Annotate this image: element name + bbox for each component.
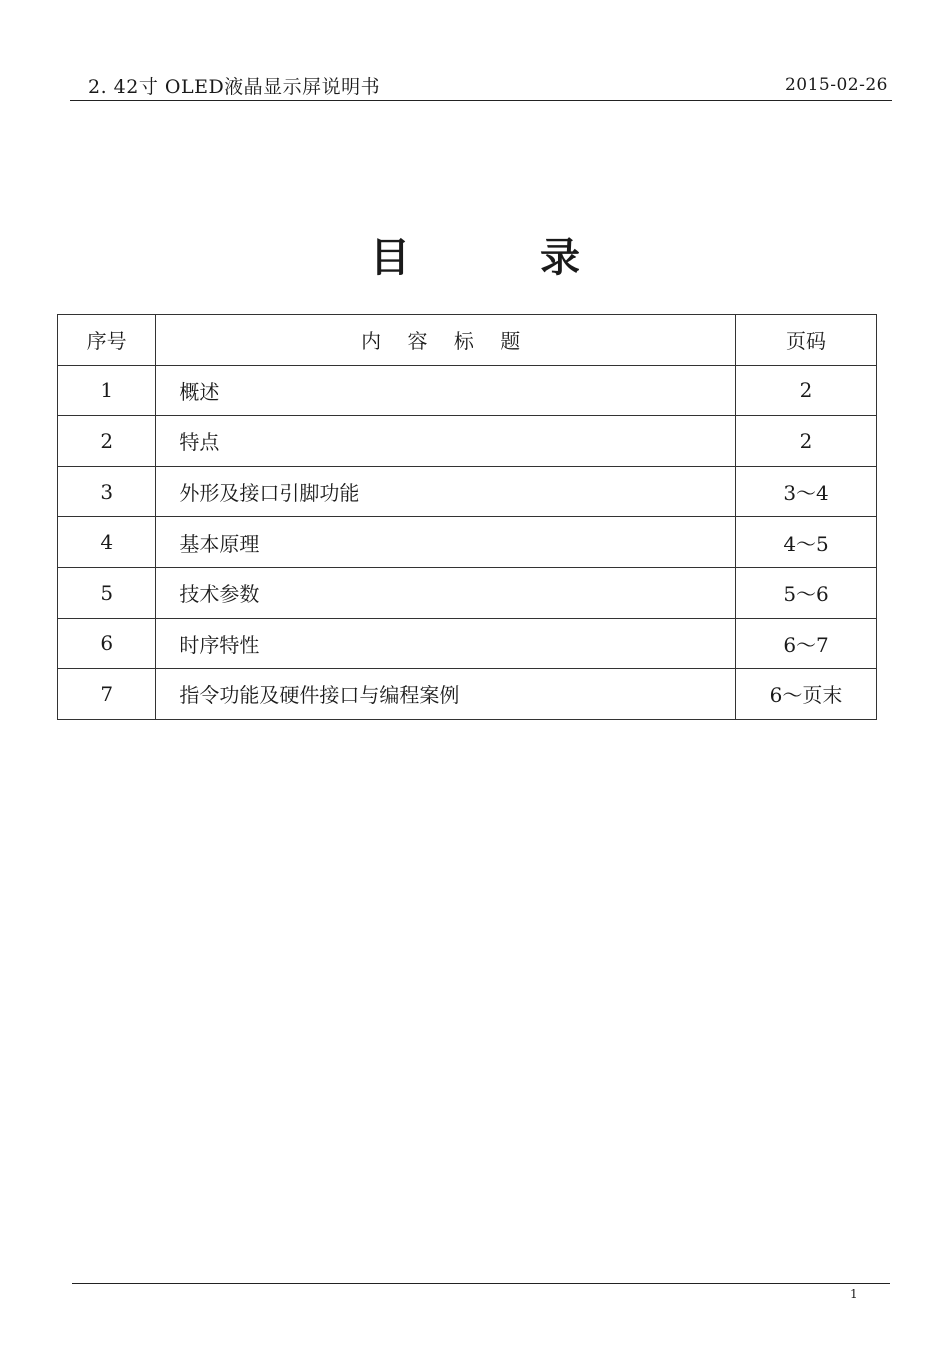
row-title: 基本原理: [156, 517, 736, 568]
table-header-row: [58, 315, 877, 366]
header-page: 页码: [736, 315, 877, 366]
table-row: [58, 365, 877, 416]
document-title: 2. 42寸 OLED液晶显示屏说明书: [88, 76, 381, 98]
page-title: 目 录: [370, 234, 638, 281]
row-number: 4: [58, 517, 156, 568]
table-of-contents: [57, 314, 877, 720]
row-number: 1: [58, 365, 156, 416]
row-number: 7: [58, 669, 156, 720]
header-title: 内 容 标 题: [156, 315, 736, 366]
row-page: 3～4: [736, 466, 877, 517]
row-page: 4～5: [736, 517, 877, 568]
table-row: [58, 567, 877, 618]
row-number: 6: [58, 618, 156, 669]
row-page: 2: [736, 365, 877, 416]
table-row: [58, 669, 877, 720]
row-page: 5～6: [736, 567, 877, 618]
page-header: [70, 72, 892, 101]
page-number: 1: [850, 1287, 858, 1301]
row-number: 2: [58, 416, 156, 467]
footer-divider: [72, 1283, 890, 1284]
row-title: 技术参数: [156, 567, 736, 618]
table-row: [58, 416, 877, 467]
row-page: 6～7: [736, 618, 877, 669]
row-title: 外形及接口引脚功能: [156, 466, 736, 517]
row-page: 6～页末: [736, 669, 877, 720]
table-row: [58, 466, 877, 517]
row-number: 3: [58, 466, 156, 517]
header-number: 序号: [58, 315, 156, 366]
row-page: 2: [736, 416, 877, 467]
row-title: 特点: [156, 416, 736, 467]
row-title: 时序特性: [156, 618, 736, 669]
row-title: 指令功能及硬件接口与编程案例: [156, 669, 736, 720]
row-number: 5: [58, 567, 156, 618]
table-row: [58, 618, 877, 669]
table-row: [58, 517, 877, 568]
document-date: 2015-02-26: [784, 75, 888, 95]
row-title: 概述: [156, 365, 736, 416]
